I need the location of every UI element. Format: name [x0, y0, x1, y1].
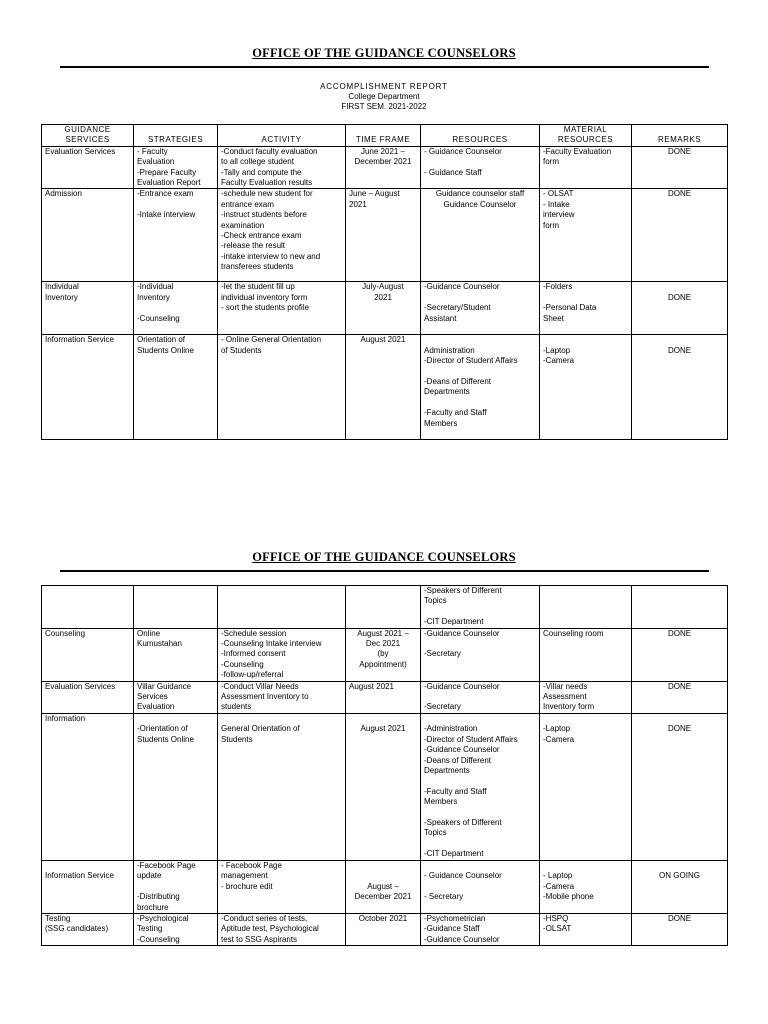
cell: Evaluation Services [42, 146, 134, 189]
cell: -let the student fill up individual inventory form - sort the students profile [218, 282, 346, 335]
cell: Information [42, 713, 134, 860]
cell: DONE [632, 681, 728, 713]
cell: June 2021 – December 2021 [346, 146, 421, 189]
cell: - Guidance Counselor - Guidance Staff [421, 146, 540, 189]
cell: DONE [632, 713, 728, 860]
cell: October 2021 [346, 913, 421, 945]
heading-rule [60, 66, 709, 68]
cell: ON GOING [632, 860, 728, 913]
cell: - OLSAT - Intake interview form [540, 189, 632, 282]
heading-rule [60, 570, 709, 572]
cell: DONE [632, 335, 728, 440]
cell: Online Kumustahan [134, 628, 218, 681]
col-header: ACTIVITY [218, 125, 346, 147]
cell: - Laptop -Camera -Mobile phone [540, 860, 632, 913]
table-row [42, 628, 728, 681]
table-row [42, 586, 728, 629]
cell: -Orientation of Students Online [134, 713, 218, 860]
cell: -Faculty Evaluation form [540, 146, 632, 189]
cell: -Psychological Testing -Counseling [134, 913, 218, 945]
cell: DONE [632, 189, 728, 282]
cell: August 2021 [346, 681, 421, 713]
cell [42, 586, 134, 629]
cell: Villar Guidance Services Evaluation [134, 681, 218, 713]
cell: Evaluation Services [42, 681, 134, 713]
cell [134, 586, 218, 629]
col-header: REMARKS [632, 125, 728, 147]
cell: DONE [632, 913, 728, 945]
col-header: GUIDANCE SERVICES [42, 125, 134, 147]
report-header [0, 82, 768, 112]
table-row [42, 189, 728, 282]
col-header: RESOURCES [421, 125, 540, 147]
cell: August 2021 [346, 335, 421, 440]
table-row [42, 713, 728, 860]
cell: Counseling room [540, 628, 632, 681]
cell: - Online General Orientation of Students [218, 335, 346, 440]
cell: Orientation of Students Online [134, 335, 218, 440]
page-heading: OFFICE OF THE GUIDANCE COUNSELORS [252, 550, 516, 564]
page-heading: OFFICE OF THE GUIDANCE COUNSELORS [252, 46, 516, 60]
cell: June – August 2021 [346, 189, 421, 282]
cell: Guidance counselor staff Guidance Counselor [421, 189, 540, 282]
cell: Information Service [42, 860, 134, 913]
col-header: TIME FRAME [346, 125, 421, 147]
cell: Testing (SSG candidates) [42, 913, 134, 945]
cell: -Guidance Counselor -Secretary/Student Assistant [421, 282, 540, 335]
department: College Department [348, 92, 420, 101]
cell: -Speakers of Different Topics -CIT Department [421, 586, 540, 629]
cell: - Facebook Page management - brochure edit [218, 860, 346, 913]
cell: Administration -Director of Student Affairs -Deans of Different Departments -Faculty and Staff Members [421, 335, 540, 440]
cell: DONE [632, 146, 728, 189]
cell: Admission [42, 189, 134, 282]
cell: -Laptop -Camera [540, 335, 632, 440]
cell: -Laptop -Camera [540, 713, 632, 860]
cell [218, 586, 346, 629]
cell: August 2021 – Dec 2021 (by Appointment) [346, 628, 421, 681]
cell: August 2021 [346, 713, 421, 860]
cell: General Orientation of Students [218, 713, 346, 860]
semester: FIRST SEM. 2021-2022 [341, 102, 427, 111]
cell: DONE [632, 628, 728, 681]
table-row [42, 335, 728, 440]
cell: -schedule new student for entrance exam -instruct students before examination -Check entrance exam -release the result -intake interview to new and transferees students [218, 189, 346, 282]
cell: Individual Inventory [42, 282, 134, 335]
cell: Information Service [42, 335, 134, 440]
cell [540, 586, 632, 629]
cell: -Entrance exam -Intake interview [134, 189, 218, 282]
cell [346, 586, 421, 629]
cell: -Guidance Counselor -Secretary [421, 628, 540, 681]
cell: -HSPQ -OLSAT [540, 913, 632, 945]
cell: -Administration -Director of Student Affairs -Guidance Counselor -Deans of Different Departments -Faculty and Staff Members -Speakers of Different Topics -CIT Department [421, 713, 540, 860]
cell: -Conduct series of tests, Aptitude test, Psychological test to SSG Aspirants [218, 913, 346, 945]
cell: -Conduct faculty evaluation to all college student -Tally and compute the Faculty Evaluation results [218, 146, 346, 189]
cell: -Villar needs Assessment Inventory form [540, 681, 632, 713]
col-header: MATERIAL RESOURCES [540, 125, 632, 147]
table-row [42, 860, 728, 913]
cell: -Folders -Personal Data Sheet [540, 282, 632, 335]
accomplishment-table-2 [41, 585, 728, 946]
cell: July-August 2021 [346, 282, 421, 335]
cell: - Faculty Evaluation -Prepare Faculty Evaluation Report [134, 146, 218, 189]
table-header-row [42, 125, 728, 147]
cell: -Guidance Counselor -Secretary [421, 681, 540, 713]
cell: -Facebook Page update -Distributing brochure [134, 860, 218, 913]
cell: August – December 2021 [346, 860, 421, 913]
col-header: STRATEGIES [134, 125, 218, 147]
cell: -Individual Inventory -Counseling [134, 282, 218, 335]
cell: Counseling [42, 628, 134, 681]
cell [632, 586, 728, 629]
table-row [42, 681, 728, 713]
table-row [42, 146, 728, 189]
cell: DONE [632, 282, 728, 335]
cell: -Schedule session -Counseling Intake interview -Informed consent -Counseling -follow-up/referral [218, 628, 346, 681]
cell: -Conduct Villar Needs Assessment Inventory to students [218, 681, 346, 713]
report-title: ACCOMPLISHMENT REPORT [320, 82, 448, 91]
table-row [42, 282, 728, 335]
cell: - Guidance Counselor - Secretary [421, 860, 540, 913]
accomplishment-table-1 [41, 124, 728, 440]
cell: -Psychometrician -Guidance Staff -Guidance Counselor [421, 913, 540, 945]
table-row [42, 913, 728, 945]
